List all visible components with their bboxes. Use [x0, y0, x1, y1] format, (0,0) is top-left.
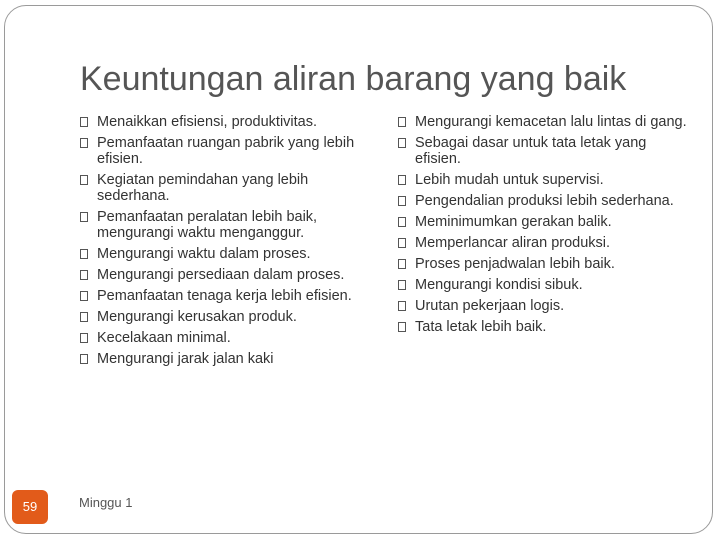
checkbox-bullet-icon: [80, 249, 88, 259]
bullet-text: Meminimumkan gerakan balik.: [415, 214, 612, 230]
bullet-item: [398, 135, 688, 167]
bullet-item: [398, 277, 688, 293]
bullet-text: Proses penjadwalan lebih baik.: [415, 256, 615, 272]
bullet-item: [398, 235, 688, 251]
bullet-item: [398, 114, 688, 130]
checkbox-bullet-icon: [80, 138, 88, 148]
checkbox-bullet-icon: [398, 138, 406, 148]
page-number-badge: 59: [12, 490, 48, 524]
bullet-item: [80, 209, 370, 241]
bullet-item: [398, 193, 688, 209]
bullet-item: [80, 114, 370, 130]
bullet-item: [80, 309, 370, 325]
left-bullet-list: [80, 114, 370, 372]
bullet-item: [80, 172, 370, 204]
checkbox-bullet-icon: [80, 270, 88, 280]
bullet-item: [398, 298, 688, 314]
checkbox-bullet-icon: [398, 196, 406, 206]
bullet-text: Mengurangi jarak jalan kaki: [97, 351, 274, 367]
bullet-item: [80, 135, 370, 167]
bullet-text: Pengendalian produksi lebih sederhana.: [415, 193, 674, 209]
checkbox-bullet-icon: [80, 354, 88, 364]
bullet-text: Pemanfaatan tenaga kerja lebih efisien.: [97, 288, 352, 304]
bullet-text: Menaikkan efisiensi, produktivitas.: [97, 114, 318, 130]
checkbox-bullet-icon: [398, 238, 406, 248]
bullet-text: Sebagai dasar untuk tata letak yang efisien.: [415, 135, 647, 167]
checkbox-bullet-icon: [398, 280, 406, 290]
bullet-item: [398, 319, 688, 335]
bullet-item: [398, 172, 688, 188]
checkbox-bullet-icon: [80, 291, 88, 301]
bullet-text: Tata letak lebih baik.: [415, 319, 547, 335]
bullet-text: Kegiatan pemindahan yang lebih sederhana.: [97, 172, 309, 204]
footer-text: Minggu 1: [79, 495, 133, 510]
bullet-item: [80, 351, 370, 367]
checkbox-bullet-icon: [398, 259, 406, 269]
bullet-item: [398, 214, 688, 230]
checkbox-bullet-icon: [80, 312, 88, 322]
bullet-item: [80, 330, 370, 346]
bullet-text: Mengurangi persediaan dalam proses.: [97, 267, 345, 283]
bullet-item: [80, 267, 370, 283]
bullet-item: [80, 288, 370, 304]
checkbox-bullet-icon: [80, 212, 88, 222]
checkbox-bullet-icon: [398, 322, 406, 332]
checkbox-bullet-icon: [398, 117, 406, 127]
bullet-text: Urutan pekerjaan logis.: [415, 298, 565, 314]
checkbox-bullet-icon: [398, 217, 406, 227]
checkbox-bullet-icon: [398, 301, 406, 311]
checkbox-bullet-icon: [80, 333, 88, 343]
bullet-text: Mengurangi waktu dalam proses.: [97, 246, 311, 262]
bullet-text: Mengurangi kondisi sibuk.: [415, 277, 583, 293]
bullet-item: [398, 256, 688, 272]
bullet-text: Mengurangi kemacetan lalu lintas di gang.: [415, 114, 687, 130]
right-bullet-list: [398, 114, 688, 340]
bullet-text: Lebih mudah untuk supervisi.: [415, 172, 604, 188]
checkbox-bullet-icon: [80, 175, 88, 185]
bullet-item: [80, 246, 370, 262]
bullet-text: Memperlancar aliran produksi.: [415, 235, 611, 251]
bullet-text: Pemanfaatan ruangan pabrik yang lebih efisien.: [97, 135, 355, 167]
checkbox-bullet-icon: [398, 175, 406, 185]
bullet-text: Mengurangi kerusakan produk.: [97, 309, 297, 325]
bullet-text: Pemanfaatan peralatan lebih baik, mengurangi waktu menganggur.: [97, 209, 318, 241]
checkbox-bullet-icon: [80, 117, 88, 127]
slide-title: Keuntungan aliran barang yang baik: [80, 60, 627, 98]
bullet-text: Kecelakaan minimal.: [97, 330, 231, 346]
